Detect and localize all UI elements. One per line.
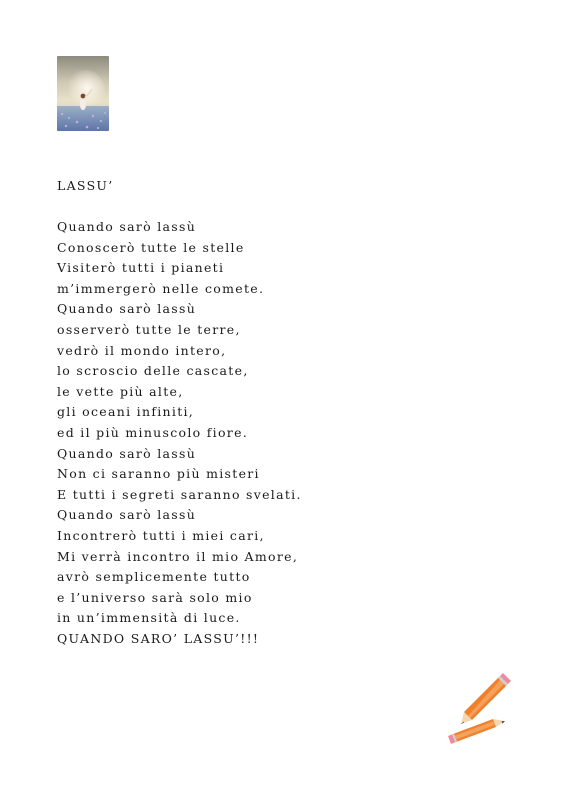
poem-line: Visiterò tutti i pianeti [57, 260, 225, 276]
poem-line: m’immergerò nelle comete. [57, 280, 265, 296]
poem-line: e l’universo sarà solo mio [57, 589, 253, 605]
poem-line: vedrò il mondo intero, [57, 342, 227, 358]
poem-line: Quando sarò lassù [57, 507, 197, 523]
poem-line: Quando sarò lassù [57, 445, 197, 461]
pencil-lower-icon [448, 719, 505, 744]
pencil-upper-icon [461, 673, 511, 724]
poem-line: QUANDO SARO’ LASSU’!!! [57, 630, 260, 646]
poem-line: Quando sarò lassù [57, 301, 197, 317]
poem-line: E tutti i segreti saranno svelati. [57, 486, 302, 502]
poem-line: Non ci saranno più misteri [57, 466, 260, 482]
poem-line: Quando sarò lassù [57, 219, 197, 234]
poem-line: ed il più minuscolo fiore. [57, 424, 249, 440]
poem-line: gli oceani infiniti, [57, 404, 195, 420]
poem-line: osserverò tutte le terre, [57, 321, 241, 337]
poem-illustration [57, 56, 109, 131]
poem-title: LASSU’ [57, 178, 114, 193]
poem-line: in un’immensità di luce. [57, 610, 241, 626]
poem-line: Conoscerò tutte le stelle [57, 239, 245, 255]
pencils-icon [440, 672, 515, 748]
poem-line: Mi verrà incontro il mio Amore, [57, 548, 299, 564]
poem-line: lo scroscio delle cascate, [57, 363, 249, 379]
poem-line: avrò semplicemente tutto [57, 569, 251, 585]
poem-line: Incontrerò tutti i miei cari, [57, 527, 265, 543]
poem-line: le vette più alte, [57, 383, 184, 399]
poem-body [57, 217, 302, 649]
